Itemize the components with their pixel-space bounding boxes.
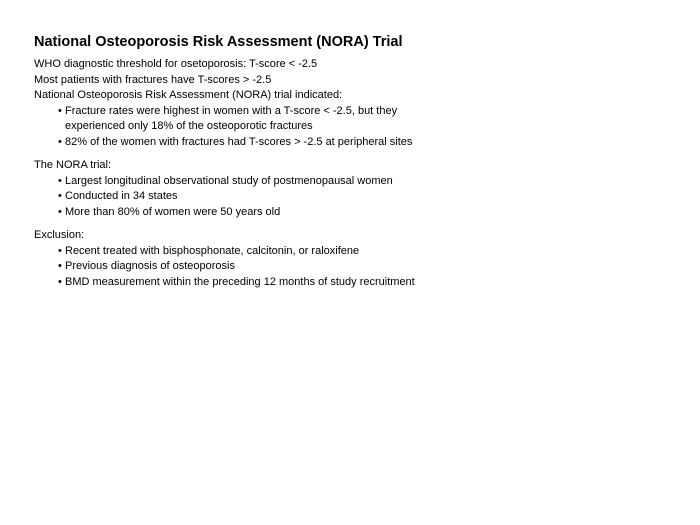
- bullet-marker: •: [58, 174, 62, 187]
- nora-trial-list: [34, 174, 674, 221]
- list-item: [34, 205, 674, 221]
- list-item: [34, 104, 674, 135]
- nora-indicated-text: National Osteoporosis Risk Assessment (NORA) trial indicated:: [34, 89, 343, 101]
- list-item-text: Conducted in 34 states: [65, 190, 178, 202]
- bullet-marker: •: [58, 244, 62, 257]
- slide-content: [34, 57, 674, 298]
- exclusion-list: [34, 244, 674, 291]
- bullet-marker: •: [58, 190, 62, 202]
- list-item: [34, 174, 674, 190]
- fracture-tscore-text: Most patients with fractures have T-scores > -2.5: [34, 73, 272, 86]
- list-item-text: Recent treated with bisphosphonate, calcitonin, or raloxifene: [65, 244, 360, 257]
- list-item-text: More than 80% of women were 50 years old: [65, 205, 281, 218]
- list-item-text: Previous diagnosis of osteoporosis: [65, 260, 235, 272]
- section-nora-trial: [34, 158, 674, 220]
- bullet-marker: •: [58, 260, 62, 272]
- list-item: [34, 135, 674, 151]
- section-exclusion: [34, 228, 674, 290]
- list-item: [34, 189, 674, 205]
- bullet-marker: •: [58, 104, 62, 117]
- list-item-text: 82% of the women with fractures had T-scores > -2.5 at peripheral sites: [65, 135, 413, 148]
- list-item: [34, 275, 674, 291]
- exclusion-heading: Exclusion:: [34, 229, 85, 241]
- list-item-text: Largest longitudinal observational study of postmenopausal women: [65, 174, 393, 187]
- list-item: [34, 259, 674, 275]
- nora-trial-heading: The NORA trial:: [34, 159, 112, 171]
- who-threshold-text: WHO diagnostic threshold for osetoporosis: T-score < -2.5: [34, 58, 318, 70]
- section-who-threshold: [34, 57, 674, 150]
- list-item: [34, 244, 674, 260]
- list-item-text: Fracture rates were highest in women with a T-score < -2.5, but they experienced only 18% of the osteoporotic fractures: [65, 104, 398, 132]
- bullet-marker: •: [58, 205, 62, 218]
- nora-findings-list: [34, 104, 674, 151]
- slide-title: National Osteoporosis Risk Assessment (NORA) Trial: [34, 34, 403, 50]
- list-item-text: BMD measurement within the preceding 12 months of study recruitment: [65, 275, 415, 288]
- bullet-marker: •: [58, 275, 62, 288]
- bullet-marker: •: [58, 135, 62, 148]
